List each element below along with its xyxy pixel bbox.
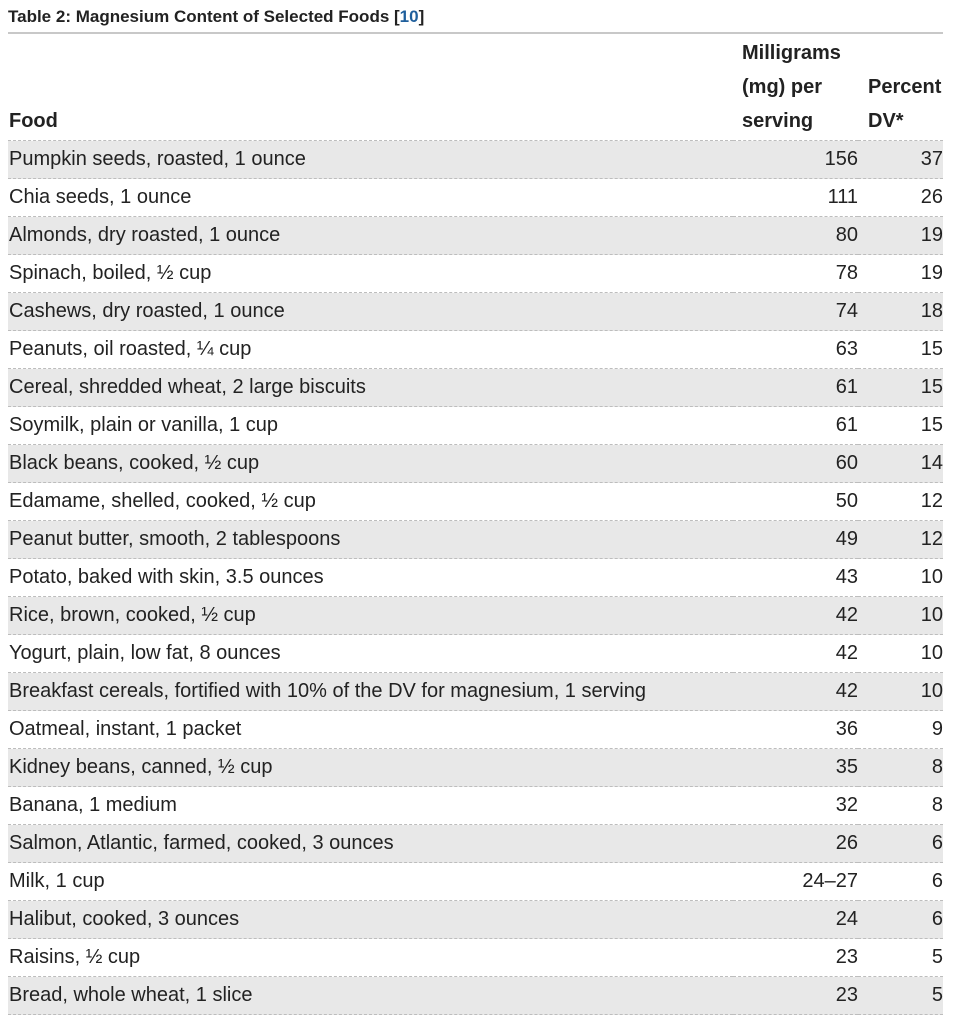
food-cell: Peanut butter, smooth, 2 tablespoons (8, 521, 733, 559)
table-row (8, 749, 943, 787)
percent-dv-cell: 5 (858, 939, 943, 977)
header-mg-line2: (mg) per (742, 76, 822, 98)
table-caption (8, 4, 424, 30)
header-mg-line1: Milligrams (742, 42, 841, 64)
table-row (8, 445, 943, 483)
table-row (8, 711, 943, 749)
milligrams-cell: 42 (733, 597, 858, 635)
food-cell: Raisins, ½ cup (8, 939, 733, 977)
milligrams-cell: 35 (733, 749, 858, 787)
milligrams-cell: 36 (733, 711, 858, 749)
table-row (8, 141, 943, 179)
percent-dv-cell: 19 (858, 255, 943, 293)
table-row (8, 977, 943, 1015)
food-cell: Rice, brown, cooked, ½ cup (8, 597, 733, 635)
table-row (8, 635, 943, 673)
header-food (8, 34, 733, 141)
milligrams-cell: 26 (733, 825, 858, 863)
table-body (8, 141, 943, 1015)
food-cell: Spinach, boiled, ½ cup (8, 255, 733, 293)
percent-dv-cell: 6 (858, 825, 943, 863)
food-cell: Milk, 1 cup (8, 863, 733, 901)
table-row (8, 939, 943, 977)
table-row (8, 407, 943, 445)
percent-dv-cell: 12 (858, 521, 943, 559)
table-row (8, 673, 943, 711)
percent-dv-cell: 10 (858, 635, 943, 673)
milligrams-cell: 156 (733, 141, 858, 179)
table-row (8, 901, 943, 939)
table-row (8, 293, 943, 331)
food-cell: Banana, 1 medium (8, 787, 733, 825)
percent-dv-cell: 15 (858, 407, 943, 445)
table-row (8, 217, 943, 255)
milligrams-cell: 50 (733, 483, 858, 521)
percent-dv-cell: 6 (858, 863, 943, 901)
caption-close: ] (418, 7, 425, 26)
milligrams-cell: 24 (733, 901, 858, 939)
percent-dv-cell: 10 (858, 559, 943, 597)
table-row (8, 597, 943, 635)
milligrams-cell: 61 (733, 369, 858, 407)
percent-dv-cell: 10 (858, 597, 943, 635)
milligrams-cell: 63 (733, 331, 858, 369)
food-cell: Bread, whole wheat, 1 slice (8, 977, 733, 1015)
table-row (8, 521, 943, 559)
percent-dv-cell: 37 (858, 141, 943, 179)
table-row (8, 787, 943, 825)
milligrams-cell: 60 (733, 445, 858, 483)
milligrams-cell: 24–27 (733, 863, 858, 901)
header-row (8, 34, 943, 141)
food-cell: Breakfast cereals, fortified with 10% of the DV for magnesium, 1 serving (8, 673, 733, 711)
milligrams-cell: 78 (733, 255, 858, 293)
percent-dv-cell: 12 (858, 483, 943, 521)
percent-dv-cell: 18 (858, 293, 943, 331)
milligrams-cell: 42 (733, 673, 858, 711)
reference-link[interactable]: 10 (399, 7, 419, 26)
header-dv-line1: Percent (868, 76, 942, 98)
food-cell: Potato, baked with skin, 3.5 ounces (8, 559, 733, 597)
table-row (8, 483, 943, 521)
food-cell: Chia seeds, 1 ounce (8, 179, 733, 217)
percent-dv-cell: 10 (858, 673, 943, 711)
percent-dv-cell: 14 (858, 445, 943, 483)
food-cell: Almonds, dry roasted, 1 ounce (8, 217, 733, 255)
table-header (8, 34, 943, 141)
milligrams-cell: 49 (733, 521, 858, 559)
milligrams-cell: 80 (733, 217, 858, 255)
food-cell: Yogurt, plain, low fat, 8 ounces (8, 635, 733, 673)
table-row (8, 255, 943, 293)
percent-dv-cell: 8 (858, 787, 943, 825)
food-cell: Black beans, cooked, ½ cup (8, 445, 733, 483)
food-cell: Cashews, dry roasted, 1 ounce (8, 293, 733, 331)
header-percent-dv (858, 34, 943, 141)
percent-dv-cell: 19 (858, 217, 943, 255)
header-dv-line2: DV* (868, 110, 904, 132)
table-row (8, 369, 943, 407)
food-cell: Pumpkin seeds, roasted, 1 ounce (8, 141, 733, 179)
percent-dv-cell: 5 (858, 977, 943, 1015)
caption-text: Table 2: Magnesium Content of Selected Foods [ (8, 7, 400, 26)
percent-dv-cell: 6 (858, 901, 943, 939)
milligrams-cell: 23 (733, 977, 858, 1015)
food-cell: Edamame, shelled, cooked, ½ cup (8, 483, 733, 521)
table-row (8, 863, 943, 901)
food-cell: Kidney beans, canned, ½ cup (8, 749, 733, 787)
header-mg-line3: serving (742, 110, 814, 132)
food-cell: Soymilk, plain or vanilla, 1 cup (8, 407, 733, 445)
header-food-label: Food (9, 110, 58, 132)
percent-dv-cell: 26 (858, 179, 943, 217)
food-cell: Salmon, Atlantic, farmed, cooked, 3 ounces (8, 825, 733, 863)
food-cell: Cereal, shredded wheat, 2 large biscuits (8, 369, 733, 407)
percent-dv-cell: 15 (858, 369, 943, 407)
milligrams-cell: 42 (733, 635, 858, 673)
milligrams-cell: 111 (733, 179, 858, 217)
milligrams-cell: 32 (733, 787, 858, 825)
percent-dv-cell: 9 (858, 711, 943, 749)
milligrams-cell: 74 (733, 293, 858, 331)
milligrams-cell: 23 (733, 939, 858, 977)
food-cell: Oatmeal, instant, 1 packet (8, 711, 733, 749)
milligrams-cell: 61 (733, 407, 858, 445)
header-milligrams (733, 34, 858, 141)
table-row (8, 179, 943, 217)
table-row (8, 559, 943, 597)
percent-dv-cell: 15 (858, 331, 943, 369)
table-row (8, 825, 943, 863)
food-cell: Peanuts, oil roasted, ¼ cup (8, 331, 733, 369)
percent-dv-cell: 8 (858, 749, 943, 787)
food-cell: Halibut, cooked, 3 ounces (8, 901, 733, 939)
table-row (8, 331, 943, 369)
magnesium-table (8, 34, 943, 1015)
milligrams-cell: 43 (733, 559, 858, 597)
